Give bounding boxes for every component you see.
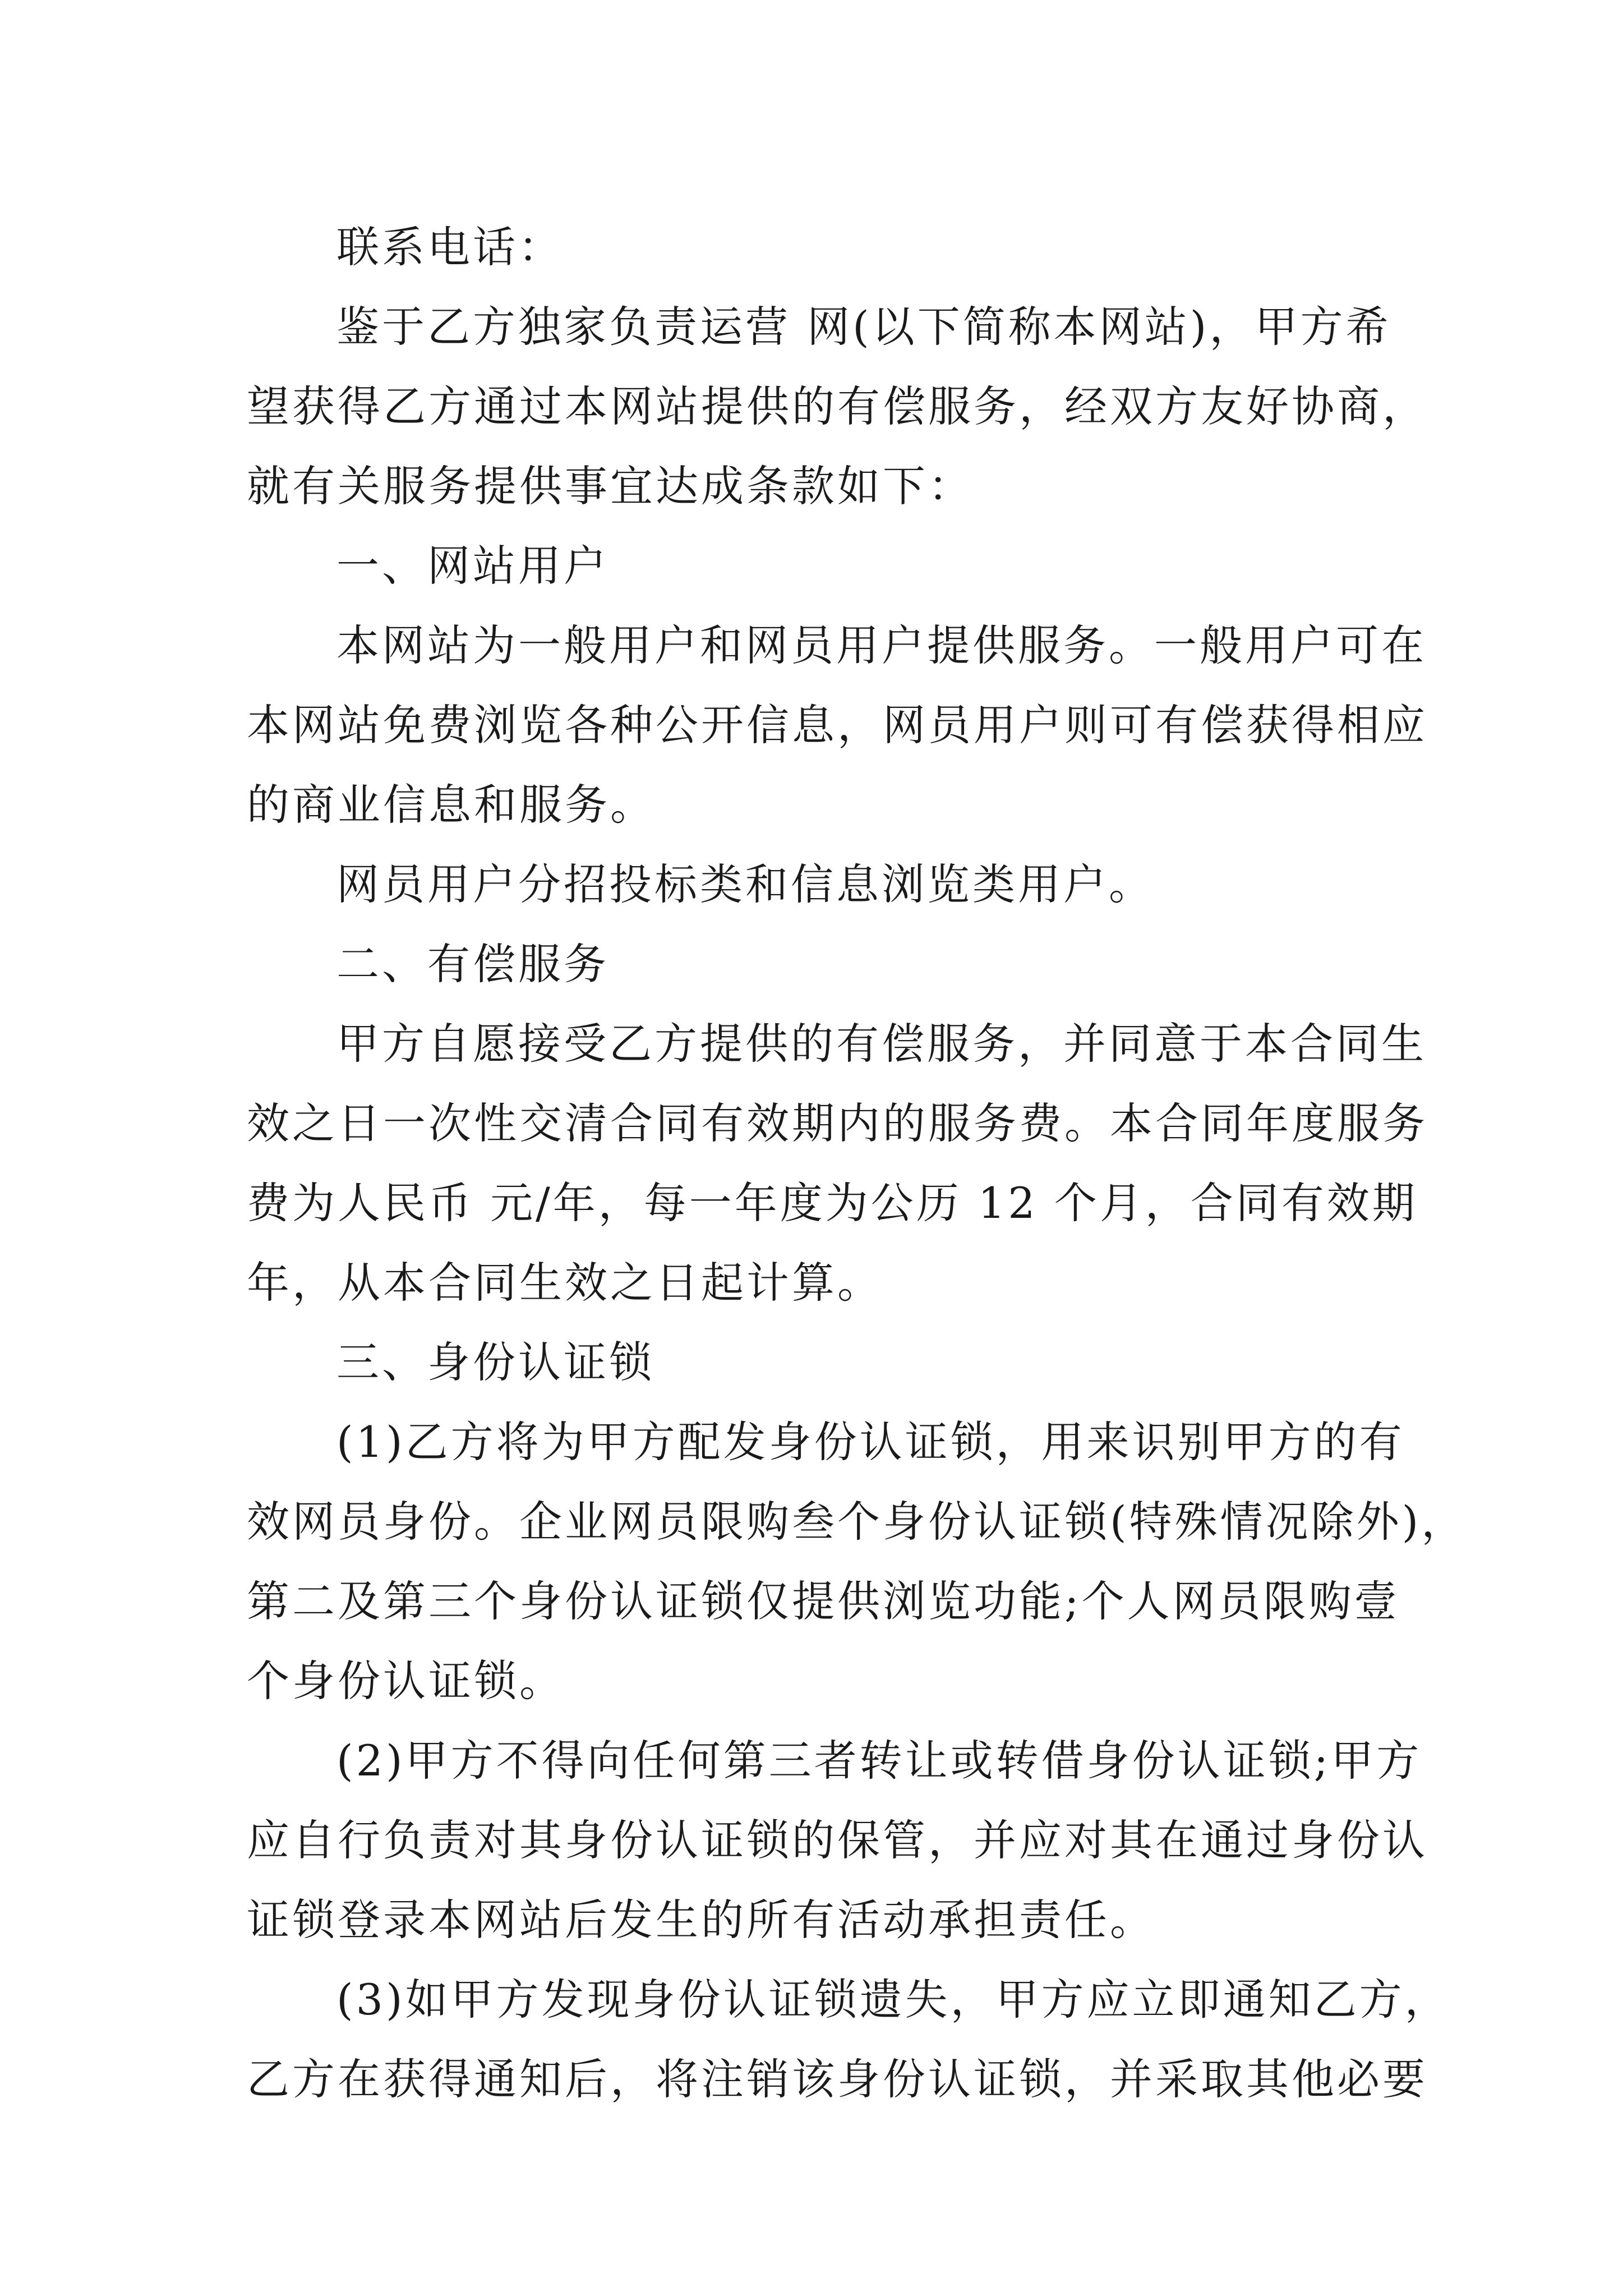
paragraph-line: 第二及第三个身份认证锁仅提供浏览功能;个人网员限购壹 [247, 1576, 1400, 1626]
section-heading: 三、身份认证锁 [336, 1337, 654, 1387]
paragraph-line: 的商业信息和服务。 [247, 780, 656, 830]
section-heading: 一、网站用户 [336, 541, 609, 591]
paragraph-line: (2)甲方不得向任何第三者转让或转借身份认证锁;甲方 [336, 1736, 1422, 1786]
paragraph-line: 甲方自愿接受乙方提供的有偿服务，并同意于本合同生 [336, 1019, 1427, 1069]
paragraph-line: 鉴于乙方独家负责运营 网(以下简称本网站)，甲方希 [336, 302, 1391, 352]
paragraph-line: 证锁登录本网站后发生的所有活动承担责任。 [247, 1895, 1155, 1945]
paragraph-line: 应自行负责对其身份认证锁的保管，并应对其在通过身份认 [247, 1815, 1428, 1865]
paragraph-line: (1)乙方将为甲方配发身份认证锁，用来识别甲方的有 [336, 1417, 1405, 1467]
section-heading: 二、有偿服务 [336, 939, 609, 989]
paragraph-line: 个身份认证锁。 [247, 1656, 565, 1706]
paragraph-line: 效之日一次性交清合同有效期内的服务费。本合同年度服务 [247, 1098, 1428, 1148]
paragraph-line: 年，从本合同生效之日起计算。 [247, 1258, 883, 1308]
paragraph-line: 效网员身份。企业网员限购叁个身份认证锁(特殊情况除外)， [247, 1497, 1467, 1547]
paragraph-line: 乙方在获得通知后，将注销该身份认证锁，并采取其他必要 [247, 2054, 1428, 2104]
paragraph-line: 本网站免费浏览各种公开信息，网员用户则可有偿获得相应 [247, 700, 1428, 750]
paragraph-line: 本网站为一般用户和网员用户提供服务。一般用户可在 [336, 620, 1427, 670]
paragraph-line: 费为人民币 元/年，每一年度为公历 12 个月，合同有效期 [247, 1178, 1418, 1228]
paragraph-line: (3)如甲方发现身份认证锁遗失，甲方应立即通知乙方， [336, 1975, 1450, 2024]
paragraph-line: 联系电话： [336, 222, 564, 272]
paragraph-line: 望获得乙方通过本网站提供的有偿服务，经双方友好协商， [247, 381, 1428, 431]
document-body [247, 208, 1467, 2119]
paragraph-line: 网员用户分招投标类和信息浏览类用户。 [336, 859, 1154, 909]
paragraph-line: 就有关服务提供事宜达成条款如下： [247, 461, 974, 511]
